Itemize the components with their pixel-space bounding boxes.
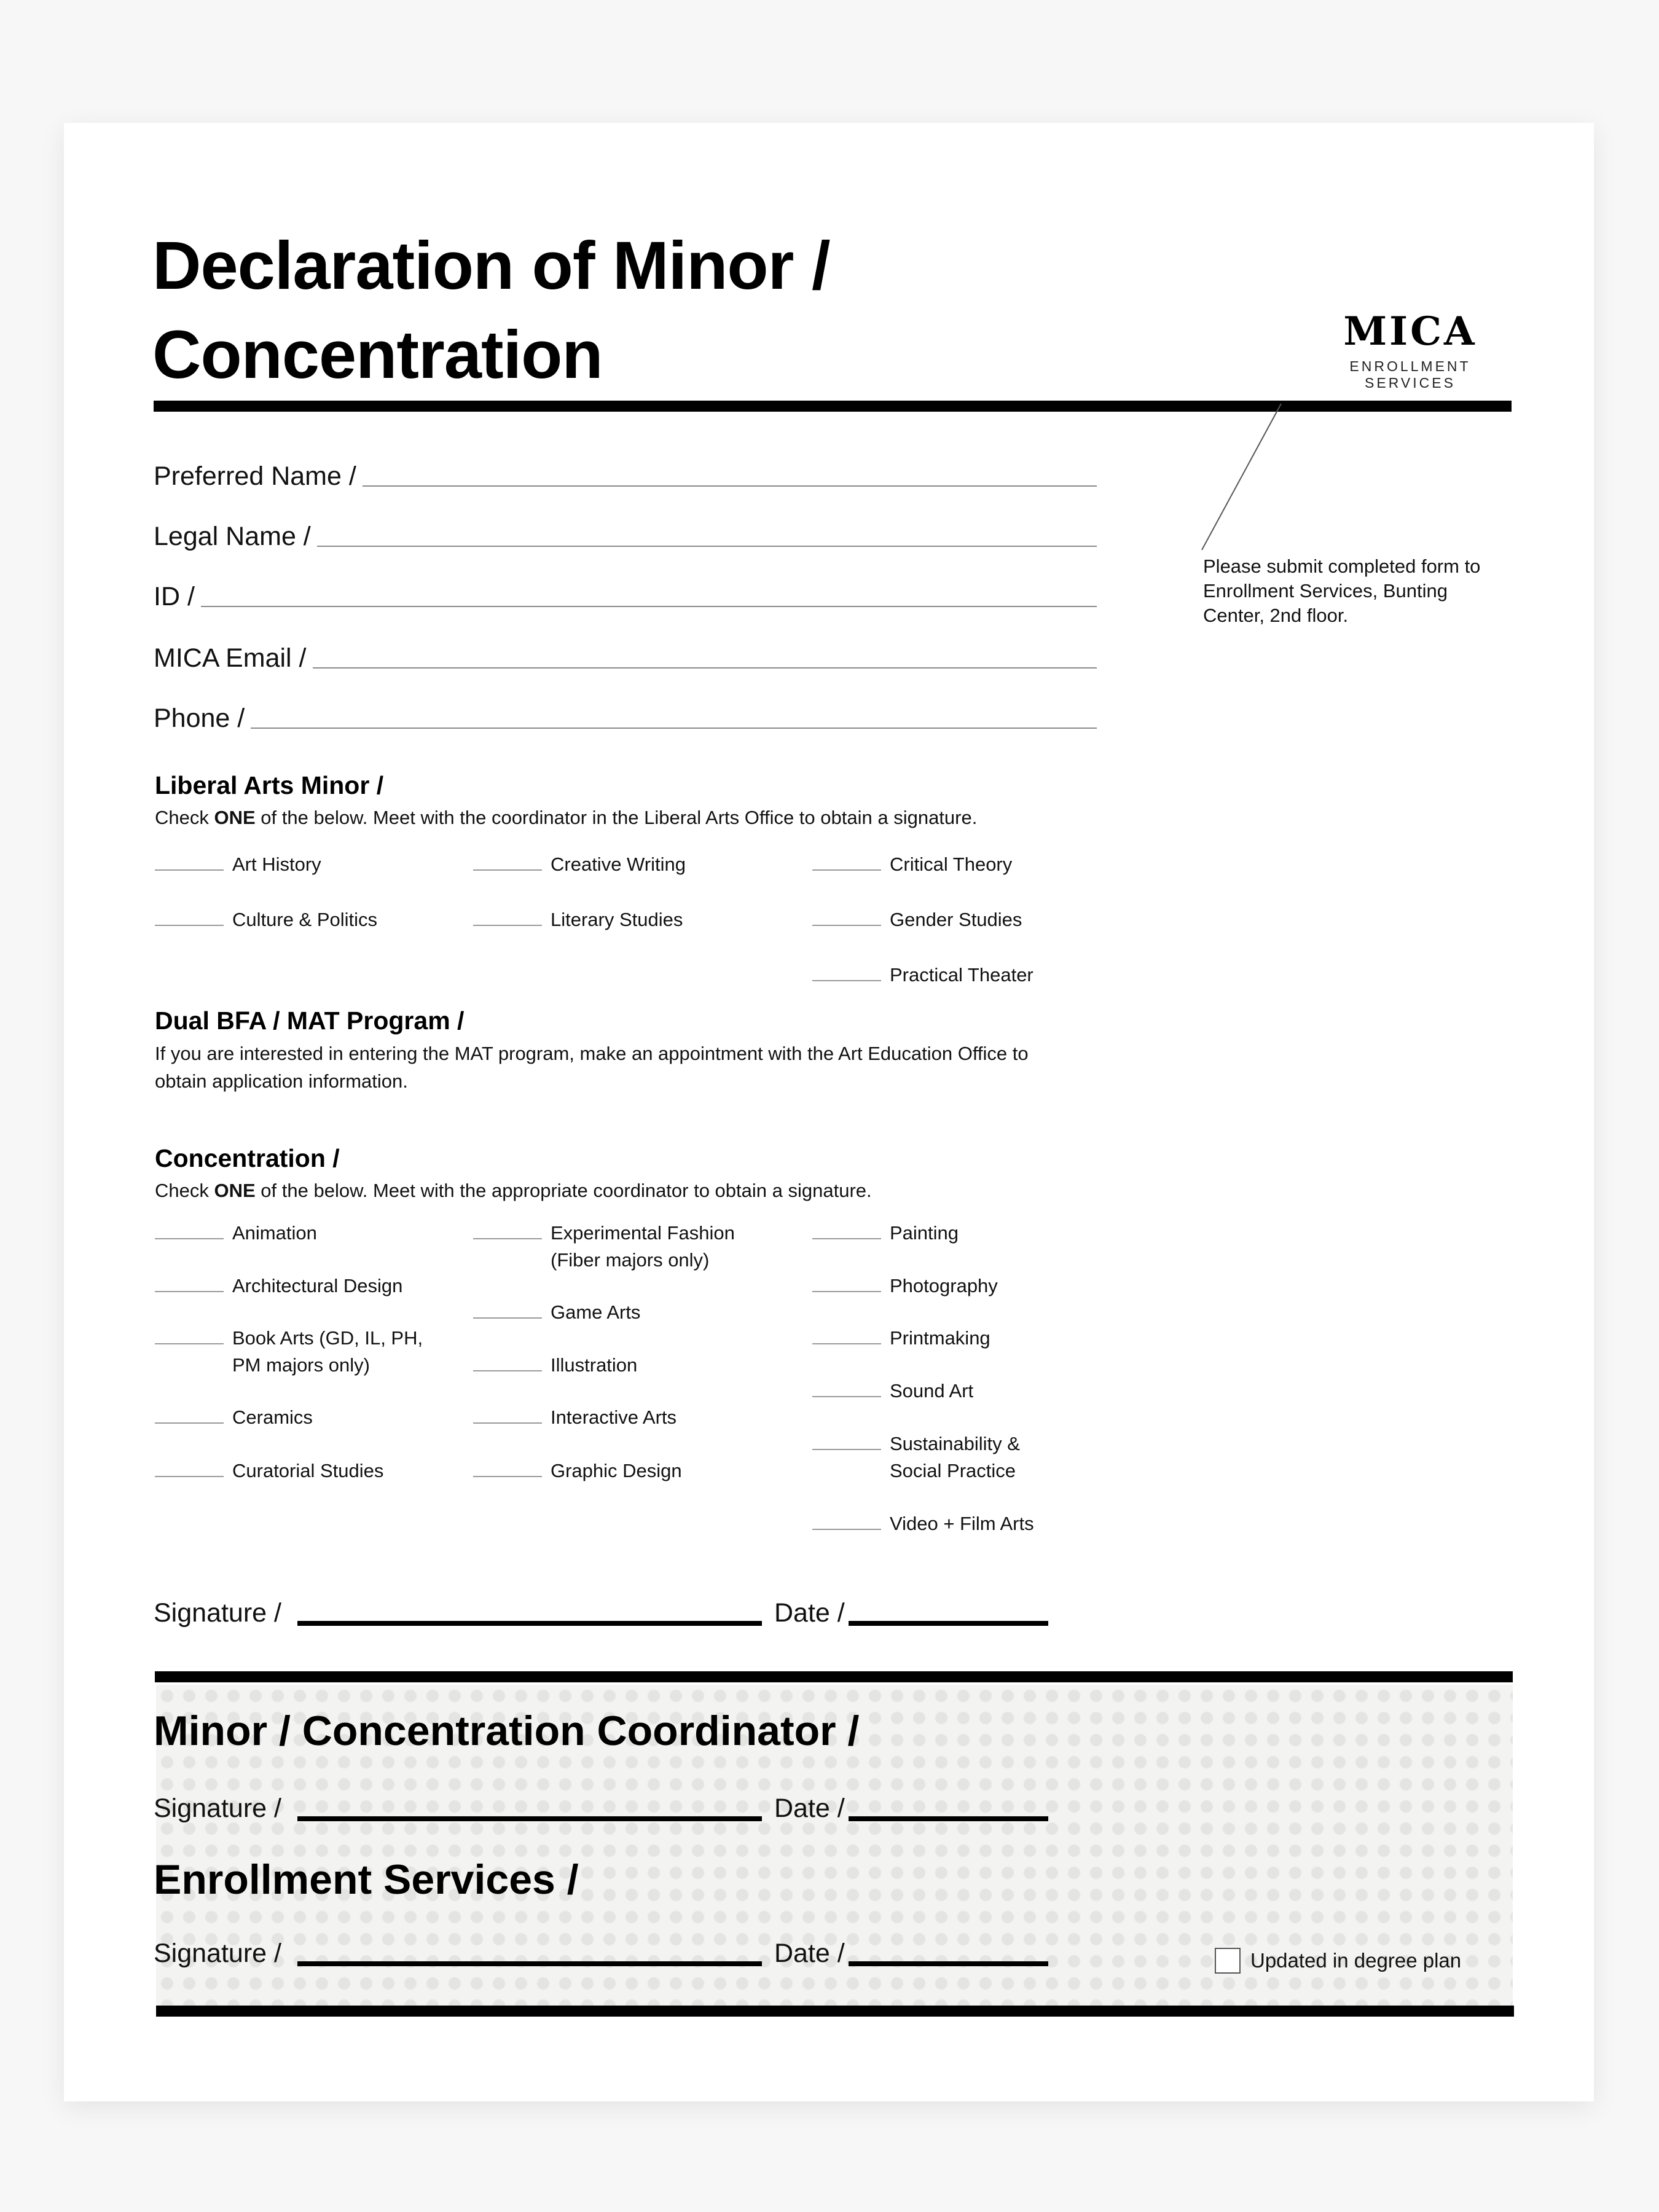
field-input-line[interactable]	[201, 606, 1097, 607]
option-label: Book Arts (GD, IL, PH, PM majors only)	[232, 1327, 423, 1376]
enrollment-heading: Enrollment Services /	[154, 1856, 579, 1903]
instr-text: of the below. Meet with the appropriate coordinator to obtain a signature.	[255, 1180, 872, 1201]
option-ceramics[interactable]	[155, 1404, 313, 1431]
option-label: Experimental Fashion (Fiber majors only)	[551, 1222, 735, 1271]
option-practical-theater[interactable]	[812, 962, 1033, 989]
check-blank[interactable]	[812, 1430, 881, 1450]
signature-label: Signature /	[154, 1939, 281, 1968]
enrollment-date[interactable]	[774, 1932, 1048, 1969]
coordinator-signature[interactable]	[154, 1787, 762, 1824]
option-literary-studies[interactable]	[473, 906, 683, 933]
option-creative-writing[interactable]	[473, 851, 686, 878]
option-label: Culture & Politics	[232, 909, 378, 930]
signature-label: Signature /	[154, 1794, 281, 1823]
option-experimental-fashion[interactable]	[473, 1220, 753, 1274]
option-game-arts[interactable]	[473, 1299, 640, 1326]
option-printmaking[interactable]	[812, 1325, 990, 1352]
office-top-rule	[155, 1671, 1513, 1682]
dual-program-heading: Dual BFA / MAT Program /	[155, 1006, 465, 1035]
date-line[interactable]	[849, 1816, 1048, 1821]
option-label: Architectural Design	[232, 1275, 403, 1296]
option-label: Animation	[232, 1222, 317, 1244]
option-label: Photography	[890, 1275, 998, 1296]
phone-field[interactable]	[154, 697, 1097, 734]
check-blank[interactable]	[812, 906, 881, 926]
option-label: Printmaking	[890, 1327, 990, 1349]
check-blank[interactable]	[155, 1457, 224, 1477]
check-blank[interactable]	[812, 1325, 881, 1344]
date-label: Date /	[774, 1794, 845, 1823]
logo-mark: MICA	[1343, 308, 1477, 355]
check-blank[interactable]	[812, 1220, 881, 1239]
check-blank[interactable]	[155, 1273, 224, 1292]
date-line[interactable]	[849, 1621, 1048, 1626]
check-blank[interactable]	[155, 906, 224, 926]
callout-line	[1198, 402, 1352, 556]
option-gender-studies[interactable]	[812, 906, 1022, 933]
option-label: Sustainability & Social Practice	[890, 1433, 1020, 1481]
field-label: Phone /	[154, 704, 245, 733]
option-book-arts[interactable]	[155, 1325, 435, 1379]
option-label: Critical Theory	[890, 853, 1013, 875]
option-label: Illustration	[551, 1354, 638, 1376]
coordinator-date[interactable]	[774, 1787, 1048, 1824]
mica-logo	[1312, 310, 1508, 391]
degree-plan-checkbox[interactable]	[1215, 1948, 1241, 1974]
date-label: Date /	[774, 1939, 845, 1968]
option-label: Creative Writing	[551, 853, 686, 875]
option-painting[interactable]	[812, 1220, 959, 1247]
option-sustainability[interactable]	[812, 1430, 1049, 1484]
date-line[interactable]	[849, 1961, 1048, 1966]
concentration-heading: Concentration /	[155, 1144, 340, 1172]
option-illustration[interactable]	[473, 1352, 637, 1379]
field-input-line[interactable]	[317, 546, 1097, 547]
option-label: Sound Art	[890, 1380, 974, 1402]
field-input-line[interactable]	[363, 485, 1097, 487]
student-date[interactable]	[774, 1591, 1048, 1628]
check-blank[interactable]	[812, 1273, 881, 1292]
title-line-2: Concentration	[152, 317, 603, 393]
check-blank[interactable]	[473, 1299, 542, 1319]
field-input-line[interactable]	[251, 728, 1097, 729]
option-culture-politics[interactable]	[155, 906, 377, 933]
instr-text: Check	[155, 807, 214, 828]
signature-label: Signature /	[154, 1598, 281, 1628]
instr-emphasis: ONE	[214, 807, 256, 828]
option-animation[interactable]	[155, 1220, 317, 1247]
signature-line[interactable]	[297, 1621, 762, 1626]
check-blank[interactable]	[155, 1325, 224, 1344]
option-label: Interactive Arts	[551, 1406, 677, 1428]
dual-program-description: If you are interested in entering the MAT program, make an appointment with the Art Education Office to obtain application information.	[155, 1043, 1029, 1092]
date-label: Date /	[774, 1598, 845, 1628]
check-blank[interactable]	[473, 1457, 542, 1477]
option-label: Gender Studies	[890, 909, 1022, 930]
title-line-1: Declaration of Minor /	[152, 228, 830, 304]
option-critical-theory[interactable]	[812, 851, 1012, 878]
check-blank[interactable]	[155, 1220, 224, 1239]
option-sound-art[interactable]	[812, 1378, 973, 1405]
option-interactive-arts[interactable]	[473, 1404, 677, 1431]
option-label: Practical Theater	[890, 964, 1033, 986]
option-video-film-arts[interactable]	[812, 1510, 1034, 1537]
check-blank[interactable]	[812, 962, 881, 981]
check-blank[interactable]	[812, 1378, 881, 1397]
preferred-name-field[interactable]	[154, 455, 1097, 492]
signature-line[interactable]	[297, 1816, 762, 1821]
liberal-arts-heading: Liberal Arts Minor /	[155, 771, 384, 799]
instr-emphasis: ONE	[214, 1180, 256, 1201]
option-curatorial-studies[interactable]	[155, 1457, 383, 1484]
concentration-instructions	[155, 1177, 872, 1204]
check-blank[interactable]	[473, 1352, 542, 1371]
check-blank[interactable]	[155, 851, 224, 871]
option-graphic-design[interactable]	[473, 1457, 682, 1484]
option-label: Literary Studies	[551, 909, 683, 930]
check-blank[interactable]	[473, 906, 542, 926]
option-label: Curatorial Studies	[232, 1460, 384, 1481]
student-signature[interactable]	[154, 1591, 762, 1628]
field-input-line[interactable]	[313, 667, 1097, 669]
liberal-arts-instructions	[155, 804, 977, 831]
option-label: Video + Film Arts	[890, 1513, 1034, 1534]
logo-subtitle: ENROLLMENT SERVICES	[1349, 358, 1471, 391]
option-label: Graphic Design	[551, 1460, 682, 1481]
legal-name-field[interactable]	[154, 515, 1097, 552]
option-art-history[interactable]	[155, 851, 321, 878]
email-field[interactable]	[154, 637, 1097, 673]
page-title	[152, 221, 830, 399]
field-label: ID /	[154, 582, 195, 611]
check-blank[interactable]	[473, 851, 542, 871]
option-label: Game Arts	[551, 1301, 641, 1323]
check-blank[interactable]	[473, 1404, 542, 1424]
signature-line[interactable]	[297, 1961, 762, 1966]
instr-text: of the below. Meet with the coordinator in the Liberal Arts Office to obtain a signature.	[255, 807, 978, 828]
check-blank[interactable]	[812, 851, 881, 871]
submission-note: Please submit completed form to Enrollment Services, Bunting Center, 2nd floor.	[1203, 555, 1481, 626]
id-field[interactable]	[154, 575, 1097, 612]
option-label: Painting	[890, 1222, 959, 1244]
check-blank[interactable]	[812, 1510, 881, 1530]
instr-text: Check	[155, 1180, 214, 1201]
coordinator-heading: Minor / Concentration Coordinator /	[154, 1708, 860, 1754]
field-label: Preferred Name /	[154, 461, 356, 491]
option-label: Art History	[232, 853, 321, 875]
option-label: Ceramics	[232, 1406, 313, 1428]
field-label: MICA Email /	[154, 643, 307, 673]
check-blank[interactable]	[155, 1404, 224, 1424]
enrollment-signature[interactable]	[154, 1932, 762, 1969]
field-label: Legal Name /	[154, 522, 311, 551]
degree-plan-checkbox-label: Updated in degree plan	[1250, 1949, 1462, 1972]
option-photography[interactable]	[812, 1273, 998, 1300]
office-bottom-rule	[156, 2006, 1514, 2017]
check-blank[interactable]	[473, 1220, 542, 1239]
option-architectural-design[interactable]	[155, 1273, 402, 1300]
